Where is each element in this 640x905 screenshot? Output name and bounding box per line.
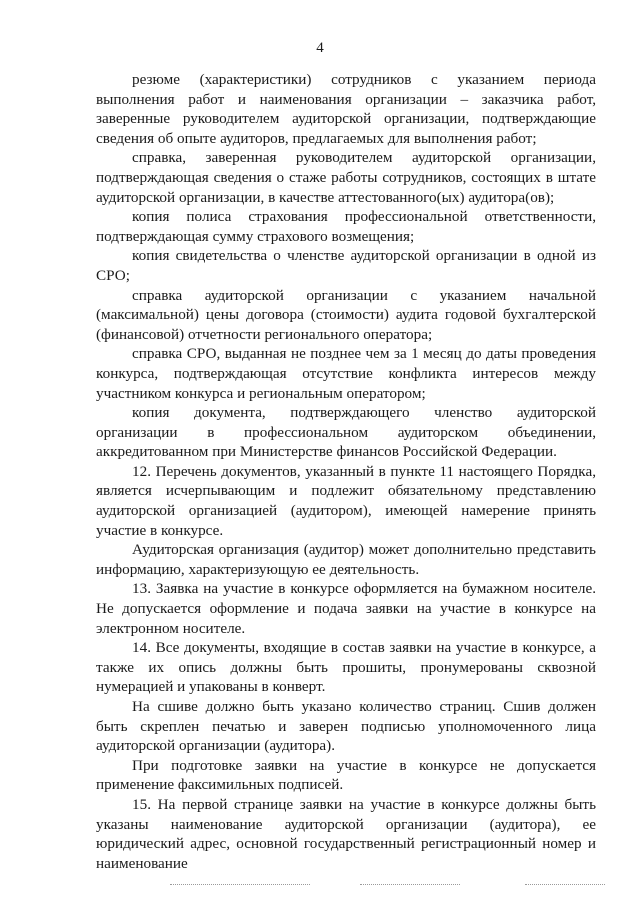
paragraph-facsimile: При подготовке заявки на участие в конкурсе не допускается применение факсимильных подписей. <box>96 756 596 794</box>
paragraph-resume: резюме (характеристики) сотрудников с указанием периода выполнения работ и наименования организации – заказчика работ, заверенные руководителем аудиторской организации, подтверждающие сведения об опыте аудиторов, предлагаемых для выполнения работ; <box>96 71 596 147</box>
paragraph-sro-certificate: справка СРО, выданная не позднее чем за 1 месяц до даты проведения конкурса, подтверждающая отсутствие конфликта интересов между участником конкурса и региональным оператором; <box>96 345 596 402</box>
paragraph-insurance-policy: копия полиса страхования профессиональной ответственности, подтверждающая сумму страхового возмещения; <box>96 208 596 245</box>
scan-artifact <box>525 884 605 887</box>
paragraph-sro-membership: копия свидетельства о членстве аудиторской организации в одной из СРО; <box>96 247 596 284</box>
scan-artifact <box>170 884 310 887</box>
paragraph-clause-14: 14. Все документы, входящие в состав заявки на участие в конкурсе, а также их опись должны быть прошиты, пронумерованы сквозной нумерацией и упакованы в конверт. <box>96 639 596 696</box>
paragraph-contract-price: справка аудиторской организации с указанием начальной (максимальной) цены договора (стоимости) аудита годовой бухгалтерской (финансовой) отчетности регионального оператора; <box>96 286 596 343</box>
page-number: 4 <box>316 40 324 56</box>
paragraph-clause-15: 15. На первой странице заявки на участие в конкурсе должны быть указаны наименование аудиторской организации (аудитора), ее юридический адрес, основной государственный регистрационный номер и наименование <box>96 795 596 872</box>
paragraph-binding: На сшиве должно быть указано количество страниц. Сшив должен быть скреплен печатью и заверен подписью уполномоченного лица аудиторской организации (аудитора). <box>96 698 596 755</box>
document-body <box>96 70 596 873</box>
scan-artifact <box>360 884 460 887</box>
paragraph-clause-12: 12. Перечень документов, указанный в пункте 11 настоящего Порядка, является исчерпывающим и подлежит обязательному представлению аудиторской организацией (аудитором), имеющей намерение принять участие в конкурсе. <box>96 462 596 539</box>
paragraph-staff-certificate: справка, заверенная руководителем аудиторской организации, подтверждающая сведения о стаже работы сотрудников, состоящих в штате аудиторской организации, в качестве аттестованного(ых) аудитора(ов); <box>96 149 596 206</box>
paragraph-additional-info: Аудиторская организация (аудитор) может дополнительно представить информацию, характеризующую ее деятельность. <box>96 541 596 578</box>
paragraph-professional-association: копия документа, подтверждающего членство аудиторской организации в профессиональном аудиторском объединении, аккредитованном при Министерстве финансов Российской Федерации. <box>96 404 596 461</box>
paragraph-clause-13: 13. Заявка на участие в конкурсе оформляется на бумажном носителе. Не допускается оформление и подача заявки на участие в конкурсе на электронном носителе. <box>96 580 596 637</box>
